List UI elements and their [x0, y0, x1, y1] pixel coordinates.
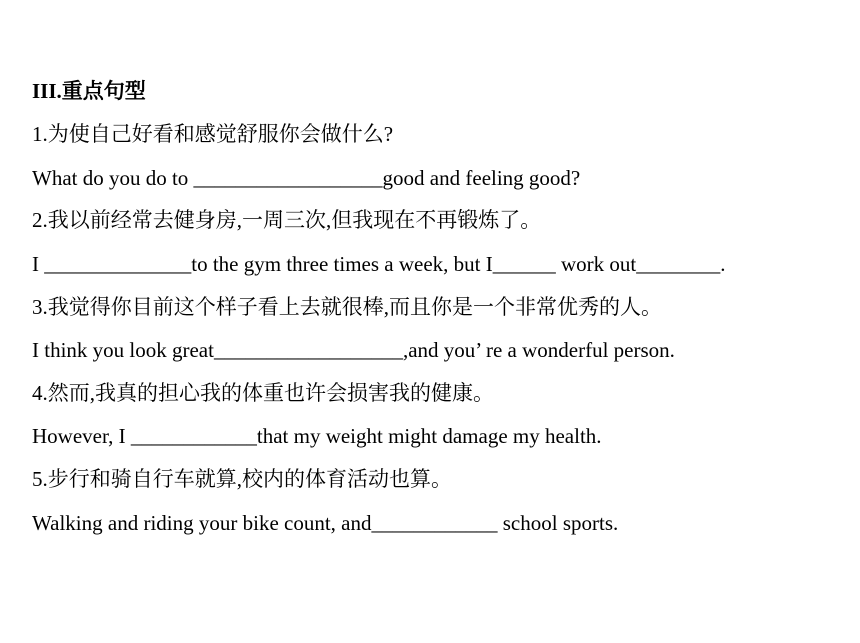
section-title: III.重点句型: [32, 79, 146, 103]
item-3-english: I think you look great__________________,and you’ re a wonderful person.: [32, 338, 675, 362]
item-3-chinese: 3.我觉得你目前这个样子看上去就很棒,而且你是一个非常优秀的人。: [32, 295, 662, 319]
item-1-chinese: 1.为使自己好看和感觉舒服你会做什么?: [32, 122, 394, 146]
item-5-chinese: 5.步行和骑自行车就算,校内的体育活动也算。: [32, 467, 452, 491]
item-1-english: What do you do to __________________good and feeling good?: [32, 166, 581, 190]
item-4-english: However, I ____________that my weight might damage my health.: [32, 424, 602, 448]
item-5-english: Walking and riding your bike count, and____________ school sports.: [32, 511, 619, 535]
item-2-english: I ______________to the gym three times a week, but I______ work out________.: [32, 252, 726, 276]
item-2-chinese: 2.我以前经常去健身房,一周三次,但我现在不再锻炼了。: [32, 208, 542, 232]
item-4-chinese: 4.然而,我真的担心我的体重也许会损害我的健康。: [32, 381, 494, 405]
